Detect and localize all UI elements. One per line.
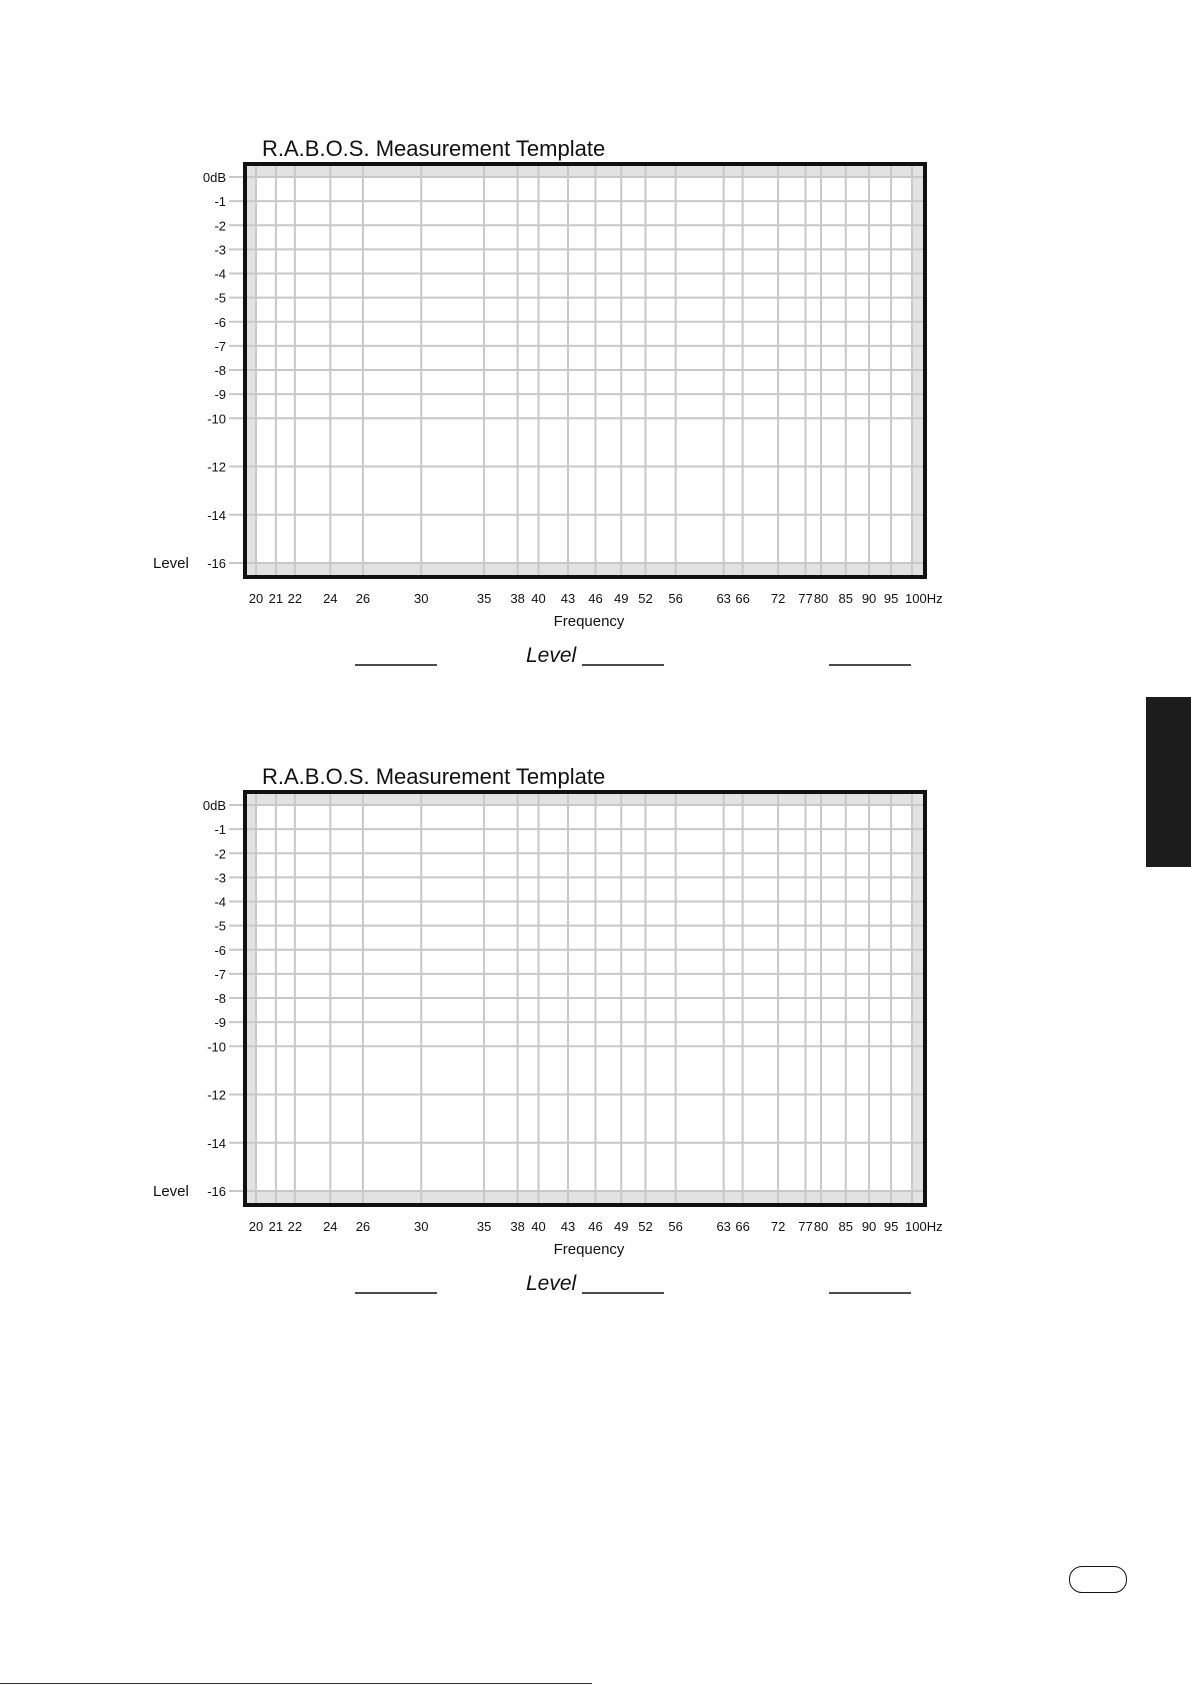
x-tick-label: 38 [510, 1219, 525, 1234]
y-tick-label: -4 [214, 894, 226, 910]
y-tick-label: -14 [207, 1135, 226, 1151]
x-tick-label: 26 [355, 1219, 371, 1234]
x-tick-label: 49 [614, 1219, 629, 1234]
x-tick-label: 26 [355, 591, 371, 606]
footer-rule [0, 1683, 592, 1684]
x-tick-label: 77 [798, 1219, 813, 1234]
y-tick-label: -2 [214, 218, 226, 234]
page-number-pill [1069, 1566, 1127, 1593]
x-tick-label: 63 [716, 1219, 731, 1234]
chart-title: R.A.B.O.S. Measurement Template [262, 764, 606, 789]
x-tick-label: 90 [861, 1219, 877, 1234]
x-tick-label: 52 [638, 591, 653, 606]
x-tick-label: 46 [588, 1219, 603, 1234]
x-tick-label: 20 [248, 1219, 264, 1234]
x-tick-label: 35 [476, 1219, 492, 1234]
x-tick-label: 40 [531, 1219, 546, 1234]
chart-title: R.A.B.O.S. Measurement Template [262, 136, 606, 161]
x-tick-label: 85 [838, 1219, 853, 1234]
x-tick-label: 46 [588, 591, 603, 606]
y-tick-label: -14 [207, 507, 226, 523]
y-tick-label: -3 [214, 870, 226, 886]
y-tick-label: -4 [214, 266, 226, 282]
x-tick-label: 20 [248, 591, 264, 606]
x-tick-label: 80 [813, 591, 829, 606]
chart-svg-1 [0, 130, 1191, 690]
x-tick-label: 56 [668, 591, 683, 606]
x-tick-label: 24 [323, 591, 338, 606]
y-tick-label: -12 [207, 459, 226, 475]
y-tick-label: -16 [207, 1184, 226, 1199]
x-tick-label: 66 [735, 591, 750, 606]
y-axis-label: Level [153, 1183, 189, 1200]
y-tick-label: -9 [214, 387, 226, 403]
x-tick-label: 43 [560, 591, 576, 606]
x-tick-label: 21 [268, 591, 284, 606]
x-tick-label: 95 [883, 591, 899, 606]
y-tick-label: 0dB [202, 170, 226, 185]
x-tick-label: 43 [560, 1219, 576, 1234]
x-tick-label: 90 [861, 591, 877, 606]
y-tick-label: -10 [207, 411, 226, 427]
measurement-template-2 [0, 758, 1191, 1318]
y-tick-label: -3 [214, 242, 226, 258]
x-tick-label: 72 [770, 1219, 786, 1234]
x-tick-label: 38 [510, 591, 525, 606]
measurement-template-1 [0, 130, 1191, 690]
x-tick-label: 52 [638, 1219, 653, 1234]
x-tick-label: 22 [287, 1219, 303, 1234]
x-tick-label: 35 [476, 591, 492, 606]
x-tick-label: 40 [531, 591, 546, 606]
x-tick-label: 30 [414, 1219, 429, 1234]
y-tick-label: -10 [207, 1039, 226, 1055]
y-tick-label: -2 [214, 846, 226, 862]
level-field-label: Level [526, 644, 577, 667]
x-tick-label: 66 [735, 1219, 750, 1234]
x-tick-label: 100Hz [905, 591, 943, 606]
y-tick-label: -6 [214, 314, 226, 330]
level-field-label: Level [526, 1272, 577, 1295]
y-tick-label: -1 [214, 822, 226, 838]
y-tick-label: -5 [214, 290, 226, 306]
y-tick-label: -8 [214, 991, 226, 1006]
x-tick-label: 80 [813, 1219, 829, 1234]
chart-svg-2 [0, 758, 1191, 1318]
y-tick-label: -16 [207, 556, 226, 571]
x-tick-label: 63 [716, 591, 731, 606]
side-tab-marker [1146, 697, 1191, 867]
x-axis-label: Frequency [553, 613, 625, 630]
x-tick-label: 100Hz [905, 1219, 943, 1234]
x-tick-label: 24 [323, 1219, 338, 1234]
x-tick-label: 21 [268, 1219, 284, 1234]
x-tick-label: 77 [798, 591, 813, 606]
y-tick-label: 0dB [202, 798, 226, 813]
y-tick-label: -6 [214, 942, 226, 958]
x-tick-label: 49 [614, 591, 629, 606]
y-tick-label: -7 [214, 966, 226, 982]
y-tick-label: -1 [214, 194, 226, 210]
y-tick-label: -7 [214, 338, 226, 354]
x-tick-label: 56 [668, 1219, 683, 1234]
y-axis-label: Level [153, 555, 189, 572]
x-tick-label: 30 [414, 591, 429, 606]
y-tick-label: -9 [214, 1015, 226, 1031]
y-tick-label: -12 [207, 1087, 226, 1103]
x-tick-label: 72 [770, 591, 786, 606]
x-tick-label: 95 [883, 1219, 899, 1234]
y-tick-label: -5 [214, 918, 226, 934]
y-tick-label: -8 [214, 363, 226, 378]
x-axis-label: Frequency [553, 1241, 625, 1258]
x-tick-label: 85 [838, 591, 853, 606]
x-tick-label: 22 [287, 591, 303, 606]
